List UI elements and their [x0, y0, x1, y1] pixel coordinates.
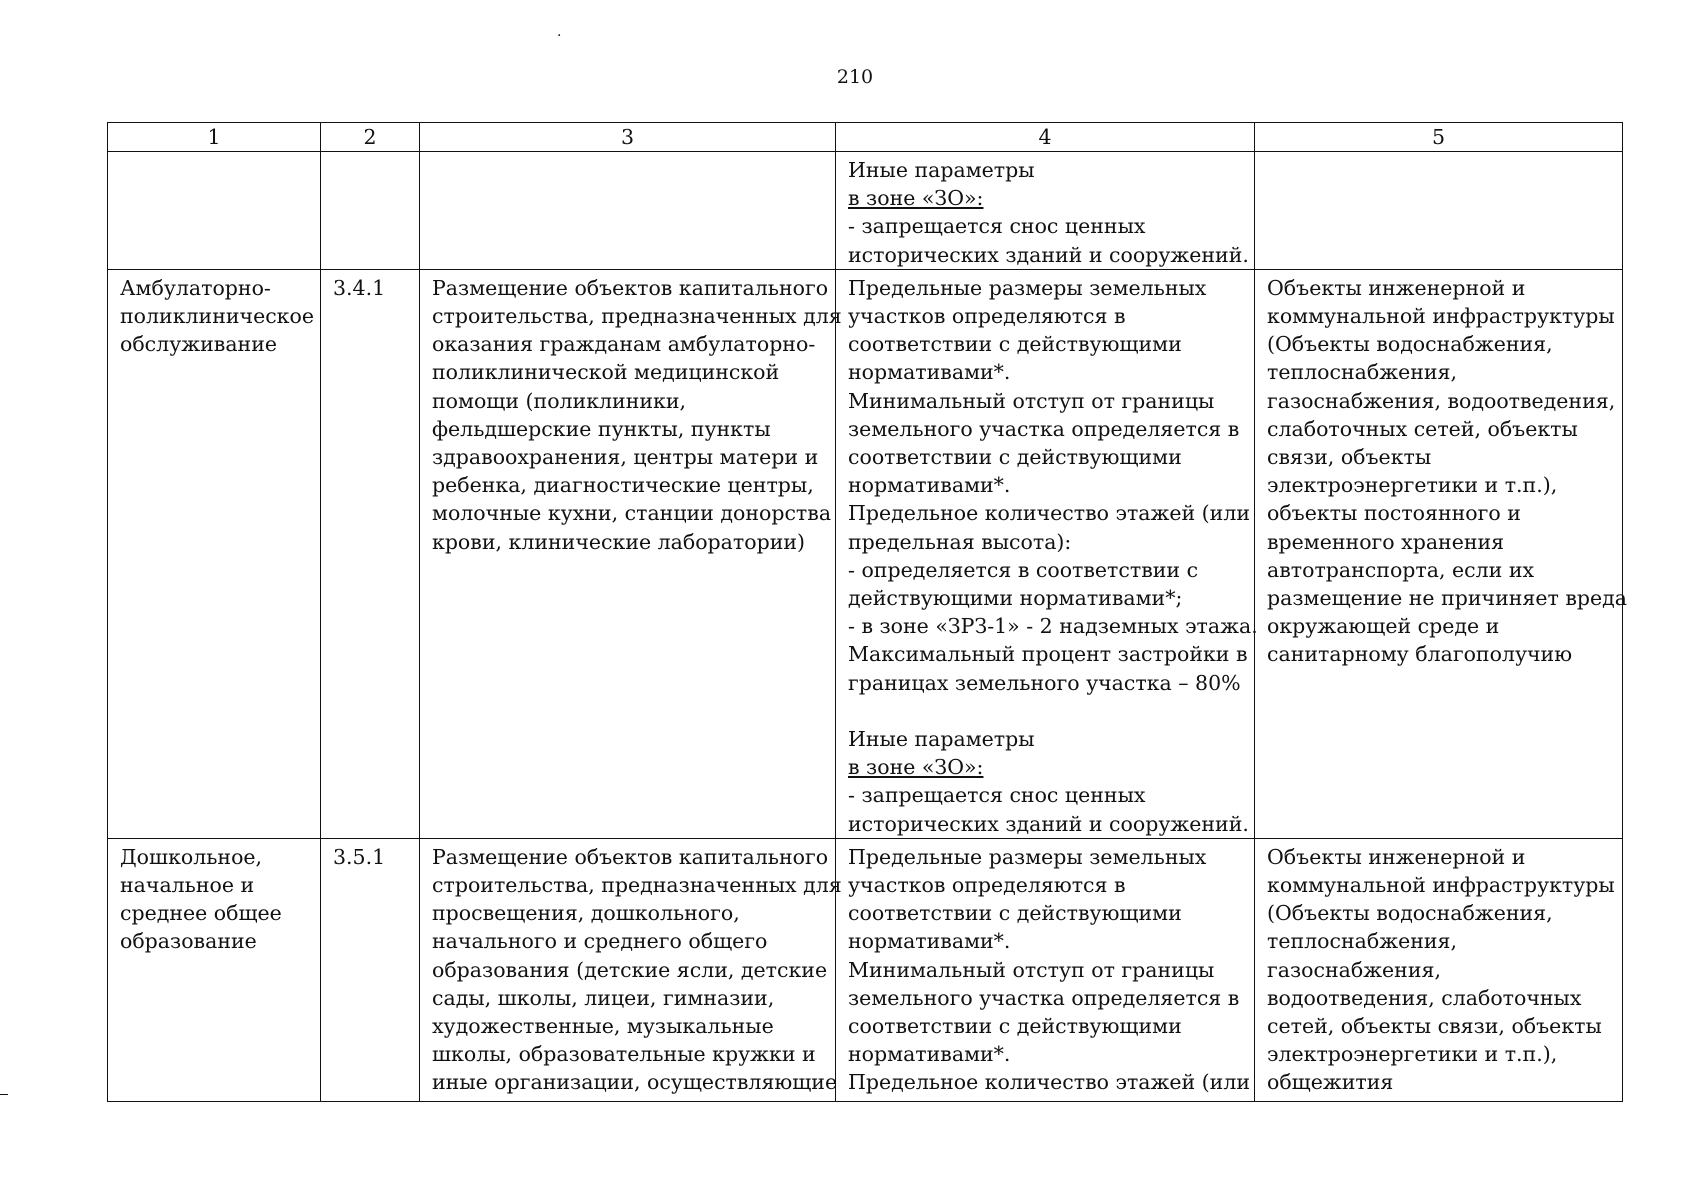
cell-line: начального и среднего общего	[432, 929, 768, 954]
cell-line: фельдшерские пункты, пункты	[432, 416, 771, 441]
cell-line: обслуживание	[120, 332, 277, 357]
auxiliary-uses-cell	[1255, 838, 1623, 1101]
page-number: 210	[836, 66, 874, 88]
parameter-line: исторических зданий и сооружений.	[848, 242, 1249, 267]
cell-line: 3.5.1	[333, 844, 386, 869]
parameter-line: нормативами*.	[848, 360, 1011, 385]
use-name-cell	[108, 152, 321, 270]
scan-dot: .	[557, 24, 562, 40]
auxiliary-uses-cell	[1255, 269, 1627, 838]
cell-line: водоотведения, слаботочных	[1267, 985, 1582, 1010]
cell-line: помощи (поликлиники,	[432, 388, 687, 413]
parameter-line: - в зоне «ЗРЗ-1» - 2 надземных этажа.	[848, 614, 1258, 639]
cell-line: (Объекты водоснабжения,	[1267, 332, 1553, 357]
parameter-line: - запрещается снос ценных	[848, 783, 1146, 808]
cell-line: Дошкольное,	[120, 844, 263, 869]
cell-line: связи, объекты	[1267, 445, 1432, 470]
parameter-line: Минимальный отступ от границы	[848, 957, 1215, 982]
cell-line: сетей, объекты связи, объекты	[1267, 1014, 1602, 1039]
cell-line: автотранспорта, если их	[1267, 557, 1535, 582]
parameter-line: Предельные размеры земельных	[848, 275, 1207, 300]
cell-line: образование	[120, 929, 257, 954]
cell-line: газоснабжения,	[1267, 957, 1441, 982]
use-code-cell	[321, 838, 420, 1101]
use-description-cell	[420, 152, 836, 270]
cell-line: здравоохранения, центры матери и	[432, 445, 819, 470]
cell-line: общежития	[1267, 1070, 1394, 1095]
cell-line: теплоснабжения,	[1267, 929, 1457, 954]
cell-line: окружающей среде и	[1267, 614, 1500, 639]
column-number-4: 4	[836, 123, 1255, 152]
parameter-line: соответствии с действующими	[848, 445, 1182, 470]
cell-line: Объекты инженерной и	[1267, 844, 1526, 869]
table-header-row	[108, 123, 1623, 152]
cell-line: поликлинической медицинской	[432, 360, 780, 385]
cell-line: просвещения, дошкольного,	[432, 901, 740, 926]
other-parameters-title: Иные параметры	[848, 727, 1035, 752]
cell-line: образования (детские ясли, детские	[432, 957, 828, 982]
cell-line: Размещение объектов капитального	[432, 275, 829, 300]
column-number-3: 3	[420, 123, 836, 152]
use-description-cell	[420, 269, 842, 838]
parameters-cell	[836, 152, 1255, 270]
cell-line: строительства, предназначенных для	[432, 304, 842, 329]
parameter-line: нормативами*.	[848, 473, 1011, 498]
zoning-table	[107, 122, 1627, 1102]
parameters-cell	[836, 269, 1258, 838]
cell-line: коммунальной инфраструктуры	[1267, 304, 1615, 329]
cell-line: ребенка, диагностические центры,	[432, 473, 814, 498]
parameter-line: предельная высота):	[848, 529, 1072, 554]
table-row	[108, 269, 1623, 838]
use-name-cell	[108, 838, 321, 1101]
cell-line: молочные кухни, станции донорства	[432, 501, 832, 526]
parameter-line: Максимальный процент застройки в	[848, 642, 1248, 667]
table-row	[108, 152, 1623, 270]
cell-line: объекты постоянного и	[1267, 501, 1521, 526]
cell-line: электроэнергетики и т.п.),	[1267, 1042, 1558, 1067]
cell-line: коммунальной инфраструктуры	[1267, 873, 1615, 898]
cell-line: школы, образовательные кружки и	[432, 1042, 816, 1067]
parameter-line: исторических зданий и сооружений.	[848, 811, 1249, 836]
parameter-line: нормативами*.	[848, 929, 1011, 954]
use-code-cell	[321, 152, 420, 270]
parameter-line: земельного участка определяется в	[848, 416, 1240, 441]
parameter-line: границах земельного участка – 80%	[848, 670, 1241, 695]
parameter-line: соответствии с действующими	[848, 332, 1182, 357]
cell-line: художественные, музыкальные	[432, 1014, 774, 1039]
parameter-line: земельного участка определяется в	[848, 985, 1240, 1010]
cell-line: строительства, предназначенных для	[432, 873, 842, 898]
column-number-2: 2	[321, 123, 420, 152]
parameter-line: Минимальный отступ от границы	[848, 388, 1215, 413]
use-description-cell	[420, 838, 842, 1101]
cell-line: Размещение объектов капитального	[432, 844, 829, 869]
use-name-cell	[108, 269, 321, 838]
zone-label: в зоне «ЗО»:	[848, 186, 984, 211]
cell-line: Амбулаторно-	[120, 275, 271, 300]
cell-line: иные организации, осуществляющие	[432, 1070, 838, 1095]
parameter-line: соответствии с действующими	[848, 901, 1182, 926]
parameter-line: нормативами*.	[848, 1042, 1011, 1067]
cell-line: 3.4.1	[333, 275, 386, 300]
cell-line: санитарному благополучию	[1267, 642, 1573, 667]
cell-line: теплоснабжения,	[1267, 360, 1457, 385]
cell-line: временного хранения	[1267, 529, 1505, 554]
cell-line: слаботочных сетей, объекты	[1267, 416, 1578, 441]
parameter-line: Предельные размеры земельных	[848, 844, 1207, 869]
cell-line: размещение не причиняет вреда	[1267, 586, 1627, 611]
cell-line: сады, школы, лицеи, гимназии,	[432, 985, 775, 1010]
parameter-line: участков определяются в	[848, 873, 1126, 898]
parameter-line: Предельное количество этажей (или	[848, 1070, 1251, 1095]
parameter-line: Предельное количество этажей (или	[848, 501, 1251, 526]
use-code-cell	[321, 269, 420, 838]
zone-label: в зоне «ЗО»:	[848, 755, 984, 780]
cell-line: поликлиническое	[120, 304, 314, 329]
column-number-5: 5	[1255, 123, 1623, 152]
parameter-line: - запрещается снос ценных	[848, 214, 1146, 239]
paragraph-gap	[848, 697, 1242, 725]
parameter-line: действующими нормативами*;	[848, 586, 1183, 611]
parameter-line: участков определяются в	[848, 304, 1126, 329]
cell-line: Объекты инженерной и	[1267, 275, 1526, 300]
cell-line: оказания гражданам амбулаторно-	[432, 332, 816, 357]
table-row	[108, 838, 1623, 1101]
parameter-line: соответствии с действующими	[848, 1014, 1182, 1039]
parameter-line: - определяется в соответствии с	[848, 557, 1199, 582]
other-parameters-title: Иные параметры	[848, 158, 1035, 182]
cell-line: начальное и	[120, 873, 255, 898]
cell-line: газоснабжения, водоотведения,	[1267, 388, 1616, 413]
cell-line: среднее общее	[120, 901, 282, 926]
auxiliary-uses-cell	[1255, 152, 1623, 270]
parameters-cell	[836, 838, 1255, 1101]
column-number-1: 1	[108, 123, 321, 152]
cell-line: крови, клинические лаборатории)	[432, 529, 806, 554]
cell-line: (Объекты водоснабжения,	[1267, 901, 1553, 926]
scan-edge-mark	[0, 1094, 8, 1095]
cell-line: электроэнергетики и т.п.),	[1267, 473, 1558, 498]
